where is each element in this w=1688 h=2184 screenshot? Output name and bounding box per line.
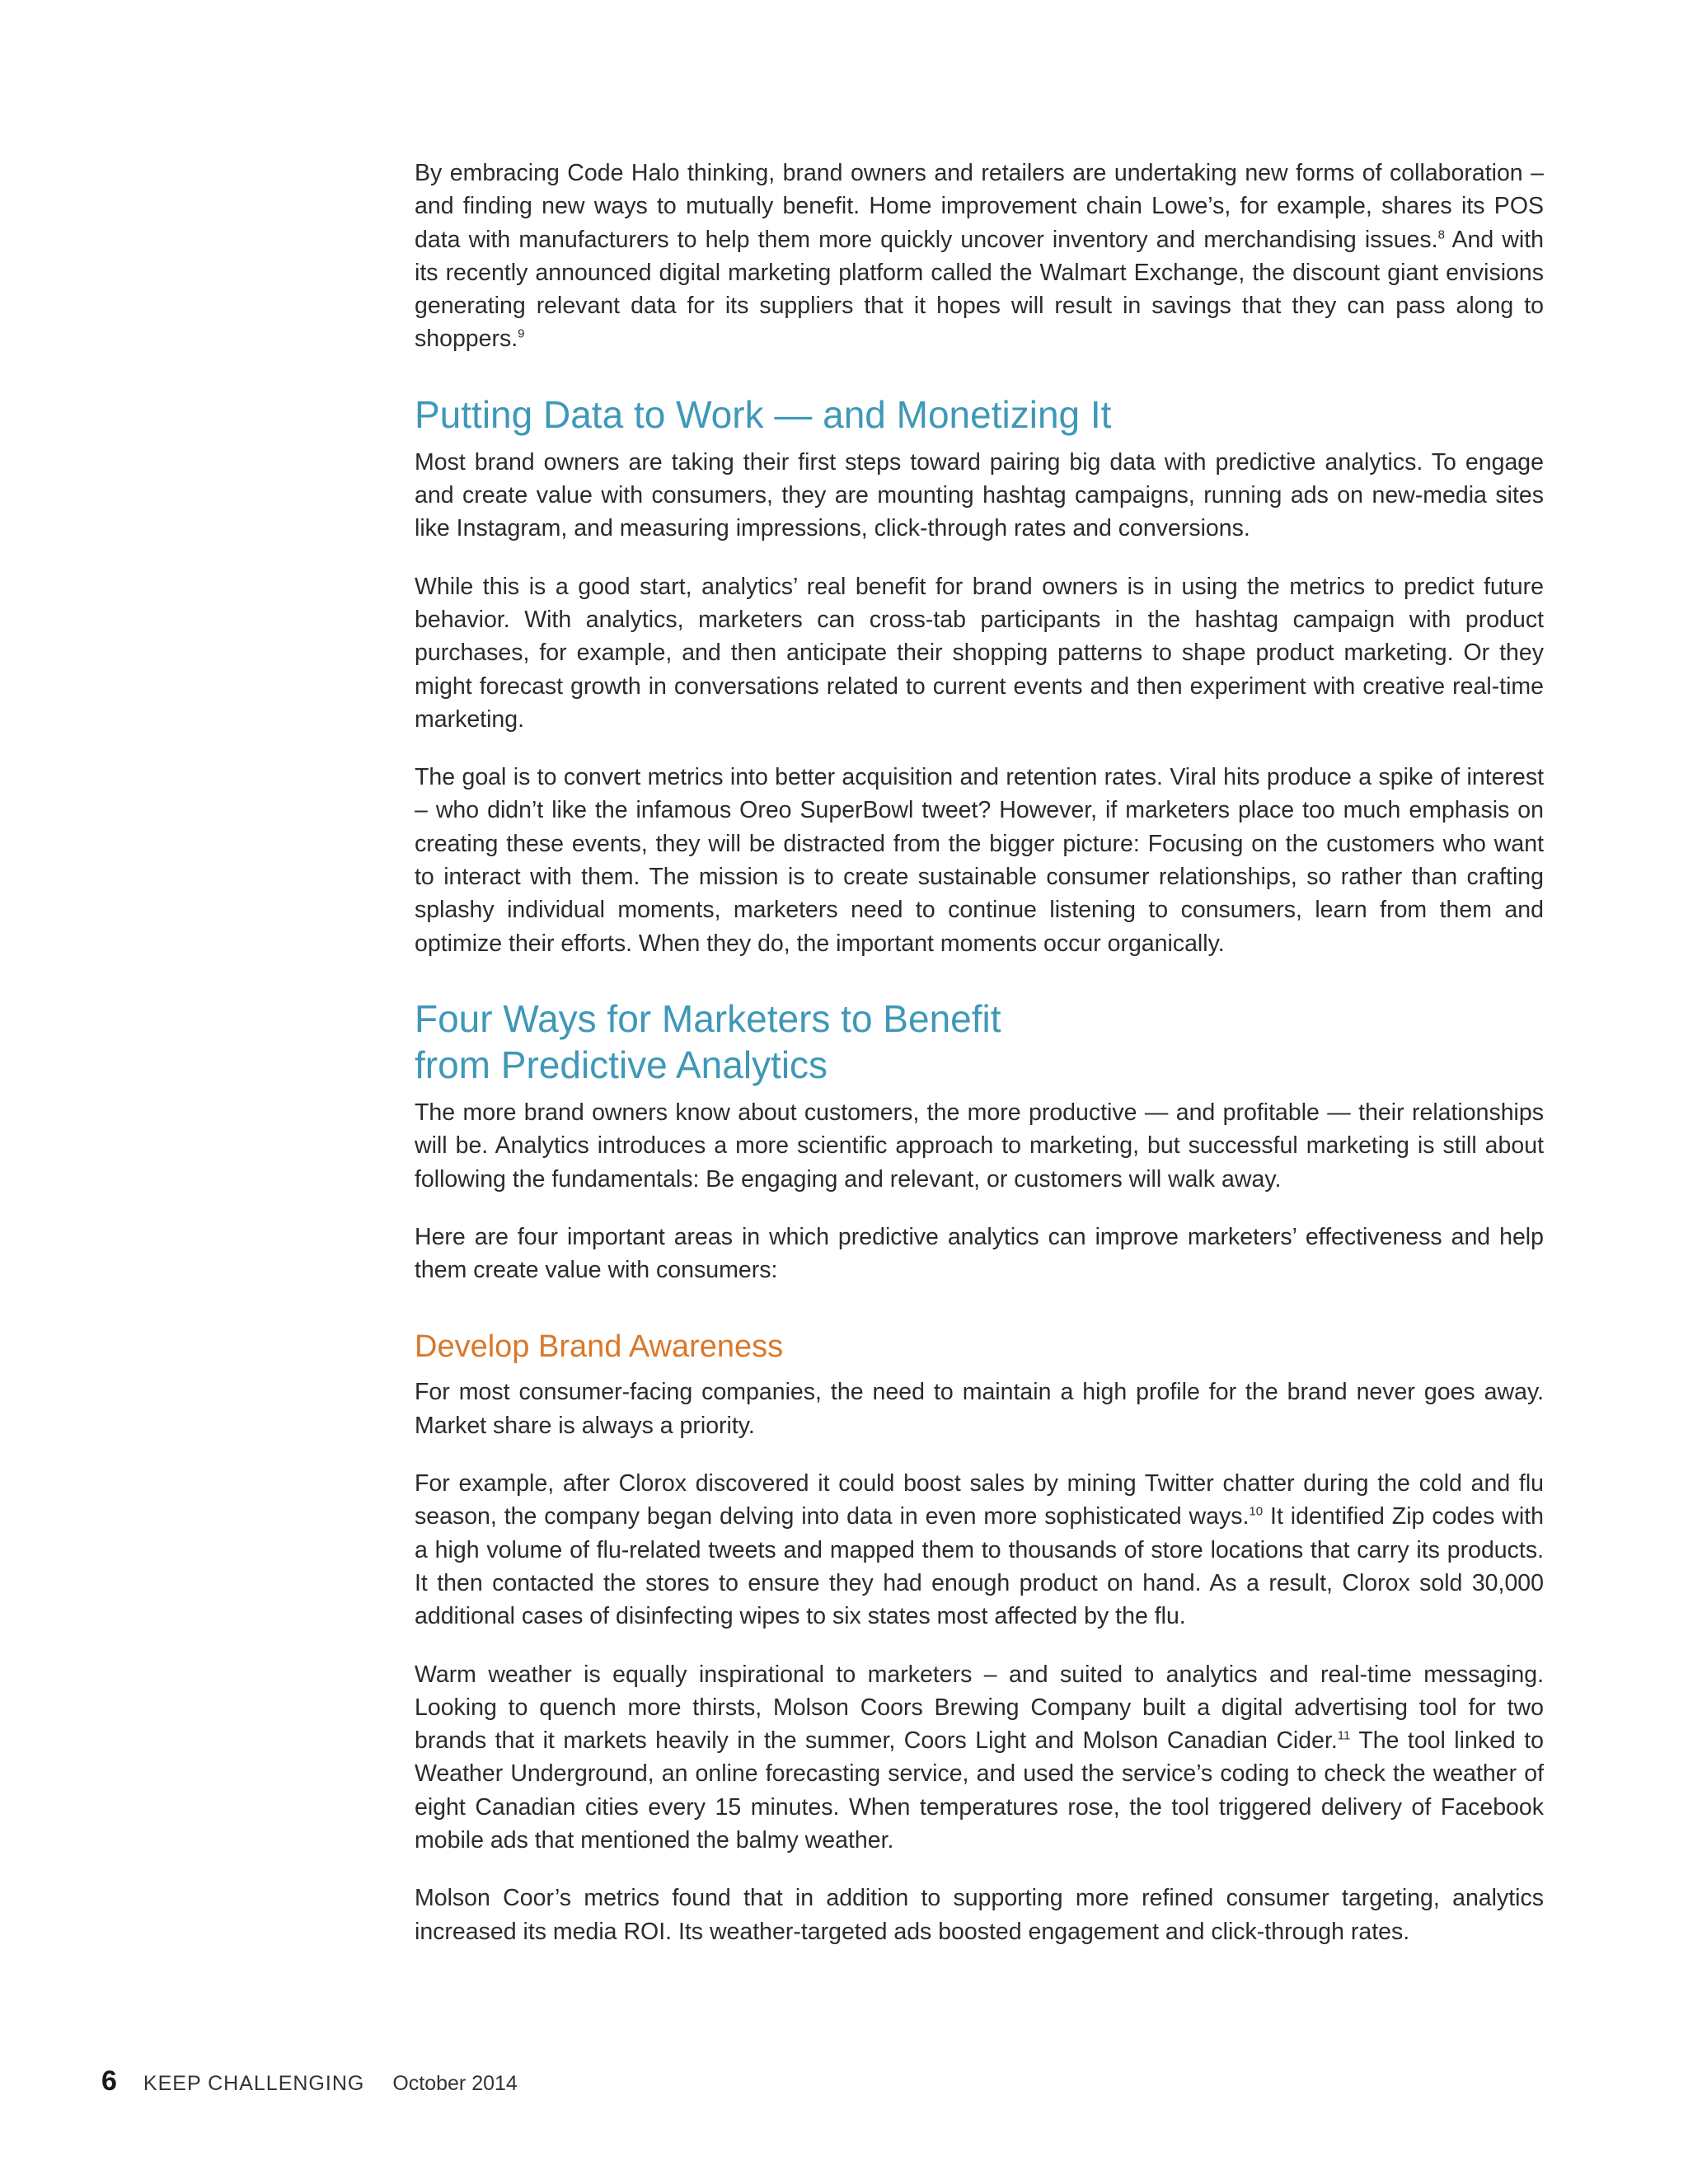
section-heading-putting-data-to-work: Putting Data to Work — and Monetizing It [415,392,1112,436]
clorox-text-part1: For example, after Clorox discovered it could boost sales by mining Twitter chatter during the cold and flu season, the company began delving into data in even more sophisticated ways. [415,1470,1544,1530]
footnote-ref-8: 8 [1437,227,1445,242]
molson-text-part2: The tool linked to Weather Underground, an online forecasting service, and used the service’s coding to check the weather of eight Canadian cities every 15 minutes. When temperatures rose, the tool triggered delivery of Facebook mobile ads that mentioned the balmy weather. [415,1727,1545,1854]
section-heading-four-ways [415,996,1544,1088]
section-heading-four-ways-line2: from Predictive Analytics [415,1043,828,1086]
publication-title: KEEP CHALLENGING [143,2072,365,2095]
page-footer [101,2065,518,2102]
footnote-ref-9: 9 [518,326,525,341]
section1-paragraph-1: Most brand owners are taking their first steps toward pairing big data with predictive analytics. To engage and create value with consumers, they are mounting hashtag campaigns, running ads on new-media sites like Instagram, and measuring impressions, click-through rates and conversions. [415,448,1544,542]
subsection1-paragraph-2 [415,1467,1544,1633]
subsection1-paragraph-4: Molson Coor’s metrics found that in addition to supporting more refined consumer targeting, analytics increased its media ROI. Its weather-targeted ads boosted engagement and click-through rates. [415,1885,1544,1945]
section2-paragraph-1: The more brand owners know about customers, the more productive — and profitable — their relationships will be. Analytics introduces a more scientific approach to marketing, but successful marketing is still about following the fundamentals: Be engaging and relevant, or customers will walk away. [415,1099,1544,1193]
page-number: 6 [101,2065,117,2097]
clorox-text-part2: It identified Zip codes with a high volume of flu-related tweets and mapped them to thousands of store locations that carry its products. It then contacted the stores to ensure they had enough product on hand. As a result, Clorox sold 30,000 additional cases of disinfecting wipes to six states most affected by the flu. [415,1503,1544,1630]
section2-paragraph-2: Here are four important areas in which predictive analytics can improve marketers’ effectiveness and help them create value with consumers: [415,1223,1544,1284]
molson-text-part1: Warm weather is equally inspirational to marketers – and suited to analytics and real-time messaging. Looking to quench more thirsts, Molson Coors Brewing Company built a digital advertising tool for two brands that it markets heavily in the summer, Coors Light and Molson Canadian Cider. [415,1661,1544,1755]
subsection1-paragraph-1: For most consumer-facing companies, the need to maintain a high profile for the brand never goes away. Market share is always a priority. [415,1379,1544,1439]
intro-text-part1: By embracing Code Halo thinking, brand owners and retailers are undertaking new forms of collaboration – and finding new ways to mutually benefit. Home improvement chain Lowe’s, for example, shares its POS data with manufacturers to help them more quickly uncover inventory and merchandising issues. [415,160,1544,253]
subsection-heading-develop-brand-awareness: Develop Brand Awareness [415,1329,784,1365]
intro-paragraph [415,157,1544,356]
footnote-ref-11: 11 [1337,1728,1351,1743]
article-column [415,157,1544,1973]
section1-paragraph-3: The goal is to convert metrics into better acquisition and retention rates. Viral hits produce a spike of interest – who didn’t like the infamous Oreo SuperBowl tweet? However, if marketers place too much emphasis on creating these events, they will be distracted from the bigger picture: Focusing on the customers who want to interact with them. The mission is to create sustainable consumer relationships, so rather than crafting splashy individual moments, marketers need to continue listening to consumers, learn from them and optimize their efforts. When they do, the important moments occur organically. [415,764,1544,957]
publication-date: October 2014 [392,2072,518,2095]
section1-paragraph-2: While this is a good start, analytics’ real benefit for brand owners is in using the metrics to predict future behavior. With analytics, marketers can cross-tab participants in the hashtag campaign with product purchases, for example, and then anticipate their shopping patterns to shape product marketing. Or they might forecast growth in conversations related to current events and then experiment with creative real-time marketing. [415,573,1544,733]
footnote-ref-10: 10 [1249,1504,1264,1519]
intro-text-part2: And with its recently announced digital marketing platform called the Walmart Exchange, the discount giant envisions generating relevant data for its suppliers that it hopes will result in savings that they can pass along to shoppers. [415,226,1545,353]
subsection1-paragraph-3 [415,1658,1544,1858]
section-heading-four-ways-line1: Four Ways for Marketers to Benefit [415,996,1001,1040]
